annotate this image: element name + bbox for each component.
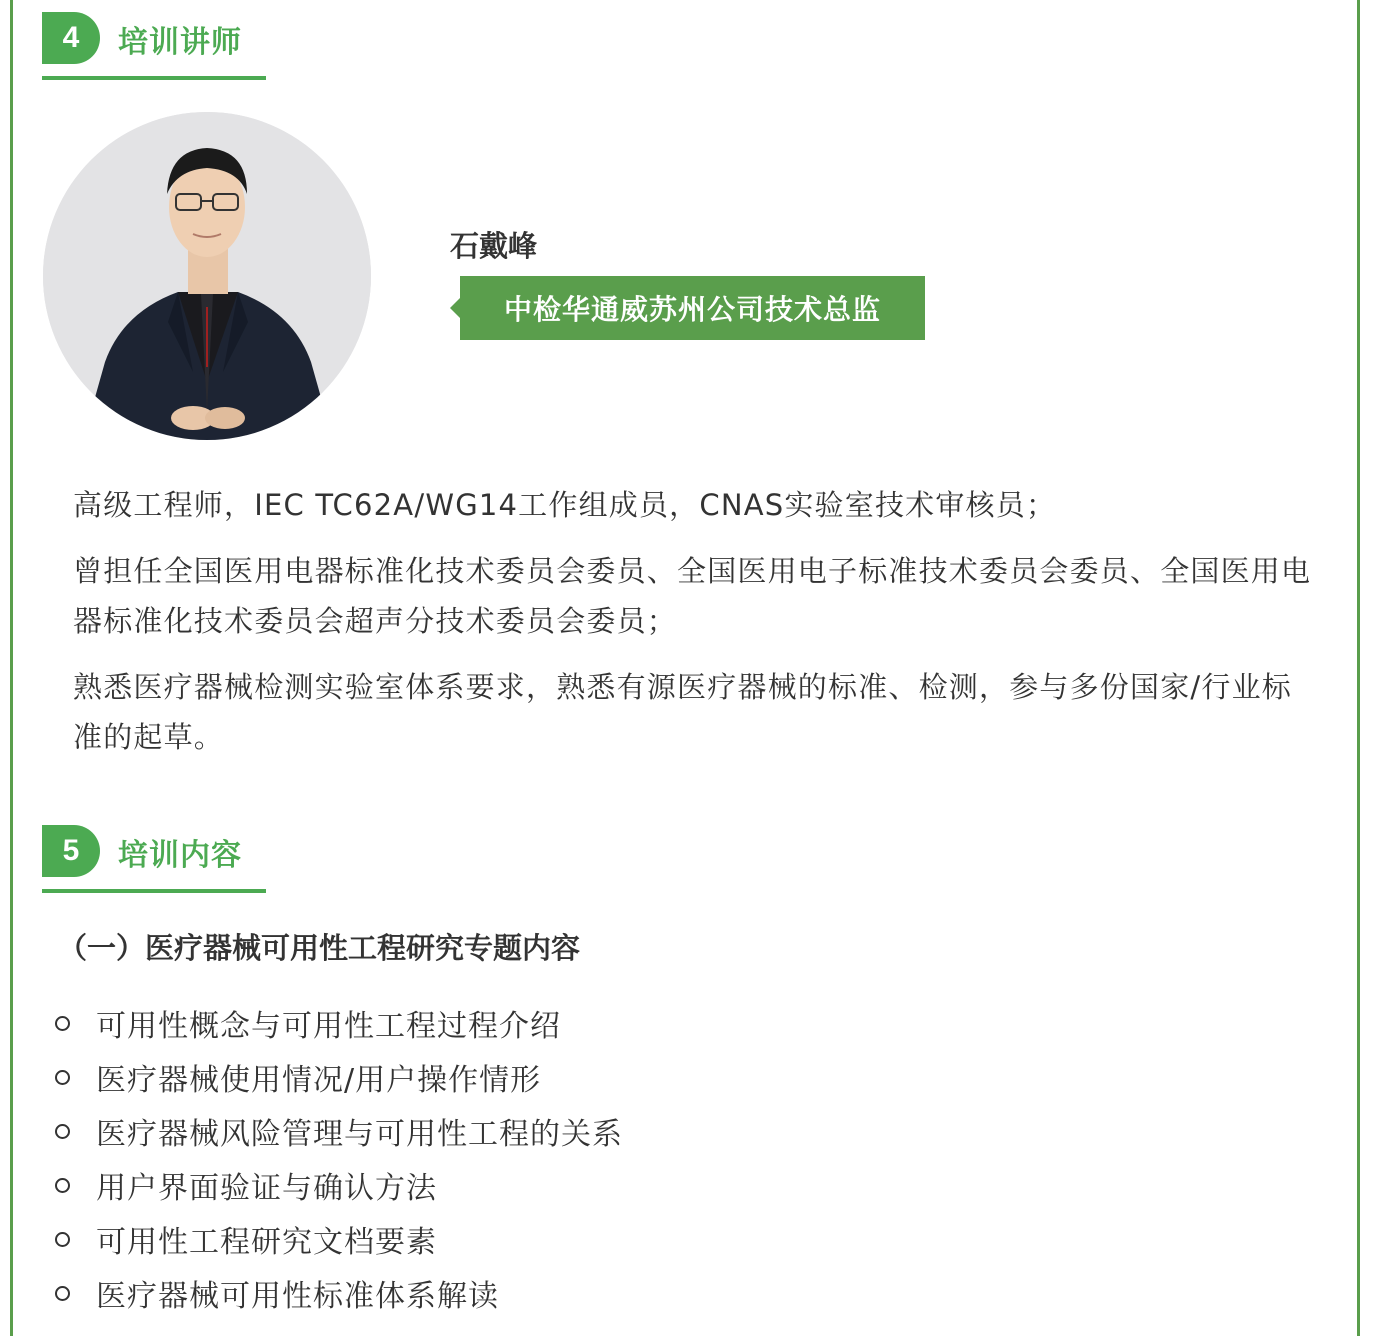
- list-item-text: 可用性概念与可用性工程过程介绍: [96, 1009, 561, 1044]
- circle-bullet-icon: [55, 1232, 70, 1247]
- list-item-text: 医疗器械可用性标准体系解读: [96, 1279, 499, 1314]
- trainer-position-tag: 中检华通威苏州公司技术总监: [460, 276, 925, 340]
- section-number-badge: 4: [42, 12, 100, 64]
- trainer-bio-paragraph: 高级工程师，IEC TC62A/WG14工作组成员，CNAS实验室技术审核员；: [73, 488, 1057, 522]
- list-item: [52, 1158, 623, 1212]
- section-number-badge: 5: [42, 825, 100, 877]
- section-title: 培训讲师: [118, 25, 242, 60]
- list-item: [52, 996, 623, 1050]
- list-item: [52, 1212, 623, 1266]
- content-item-list: [52, 996, 623, 1320]
- content-subheading: （一）医疗器械可用性工程研究专题内容: [58, 931, 581, 965]
- circle-bullet-icon: [55, 1070, 70, 1085]
- circle-bullet-icon: [55, 1178, 70, 1193]
- list-item: [52, 1050, 623, 1104]
- section-header-trainer: [42, 12, 266, 82]
- list-item: [52, 1266, 623, 1320]
- list-item-text: 可用性工程研究文档要素: [96, 1225, 437, 1260]
- circle-bullet-icon: [55, 1286, 70, 1301]
- trainer-name: 石戴峰: [450, 229, 538, 263]
- list-item-text: 用户界面验证与确认方法: [96, 1171, 437, 1206]
- section-underline: [42, 889, 266, 893]
- circle-bullet-icon: [55, 1124, 70, 1139]
- section-header-content: [42, 825, 266, 895]
- trainer-bio-paragraph: 熟悉医疗器械检测实验室体系要求，熟悉有源医疗器械的标准、检测，参与多份国家/行业标准的起草。: [73, 670, 1292, 754]
- section-underline: [42, 76, 266, 80]
- section-title: 培训内容: [118, 838, 242, 873]
- list-item-text: 医疗器械风险管理与可用性工程的关系: [96, 1117, 623, 1152]
- list-item-text: 医疗器械使用情况/用户操作情形: [96, 1063, 542, 1098]
- circle-bullet-icon: [55, 1016, 70, 1031]
- list-item: [52, 1104, 623, 1158]
- trainer-bio-paragraph: 曾担任全国医用电器标准化技术委员会委员、全国医用电子标准技术委员会委员、全国医用电器标准化技术委员会超声分技术委员会委员；: [73, 554, 1312, 638]
- trainer-portrait: [43, 112, 371, 440]
